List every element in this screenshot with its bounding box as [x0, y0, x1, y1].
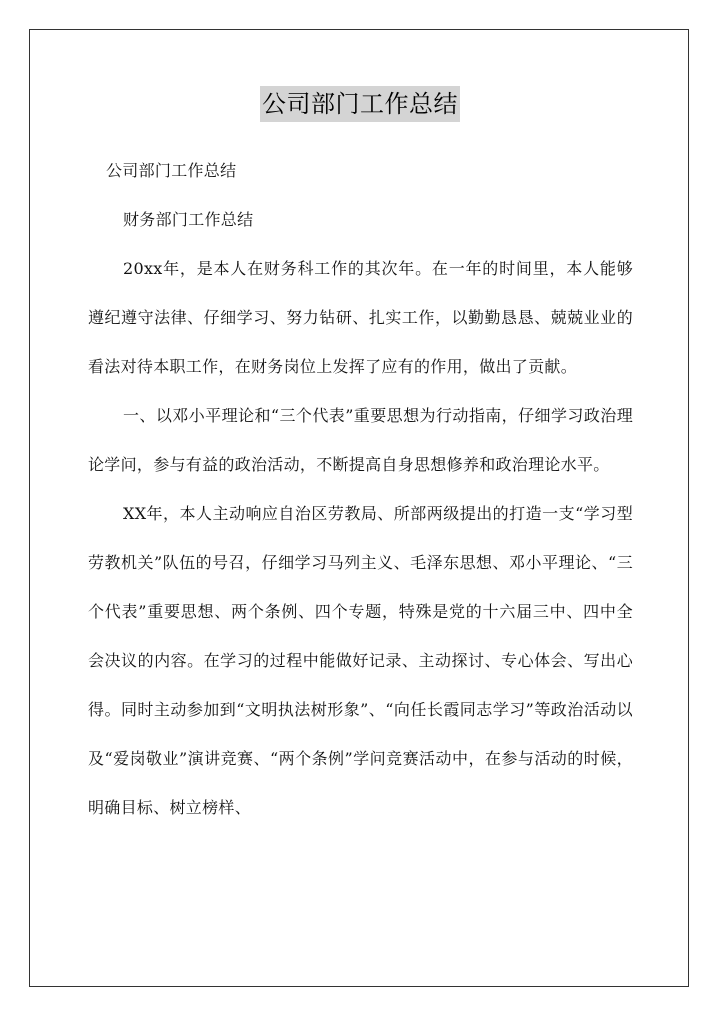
document-body	[88, 146, 633, 832]
title-container	[0, 86, 720, 122]
document-title: 公司部门工作总结	[260, 86, 460, 122]
paragraph-subheading: 财务部门工作总结	[123, 210, 254, 229]
paragraph-intro: 20xx年，是本人在财务科工作的其次年。在一年的时间里，本人能够遵纪遵守法律、仔细学习、努力钻研、扎实工作，以勤勤恳恳、兢兢业业的看法对待本职工作，在财务岗位上发挥了应有的作用，做出了贡献。	[88, 259, 633, 376]
paragraph-heading: 公司部门工作总结	[106, 161, 237, 180]
paragraph-section-one: 一、以邓小平理论和“三个代表”重要思想为行动指南，仔细学习政治理论学问，参与有益的政治活动，不断提高自身思想修养和政治理论水平。	[88, 406, 633, 474]
paragraph-study-activities: XX年，本人主动响应自治区劳教局、所部两级提出的打造一支“学习型劳教机关”队伍的号召，仔细学习马列主义、毛泽东思想、邓小平理论、“三个代表”重要思想、两个条例、四个专题，特殊是党的十六届三中、四中全会决议的内容。在学习的过程中能做好记录、主动探讨、专心体会、写出心得。同时主动参加到“文明执法树形象”、“向任长霞同志学习”等政治活动以及“爱岗敬业”演讲竞赛、“两个条例”学问竞赛活动中，在参与活动的时候，明确目标、树立榜样、	[88, 504, 633, 817]
